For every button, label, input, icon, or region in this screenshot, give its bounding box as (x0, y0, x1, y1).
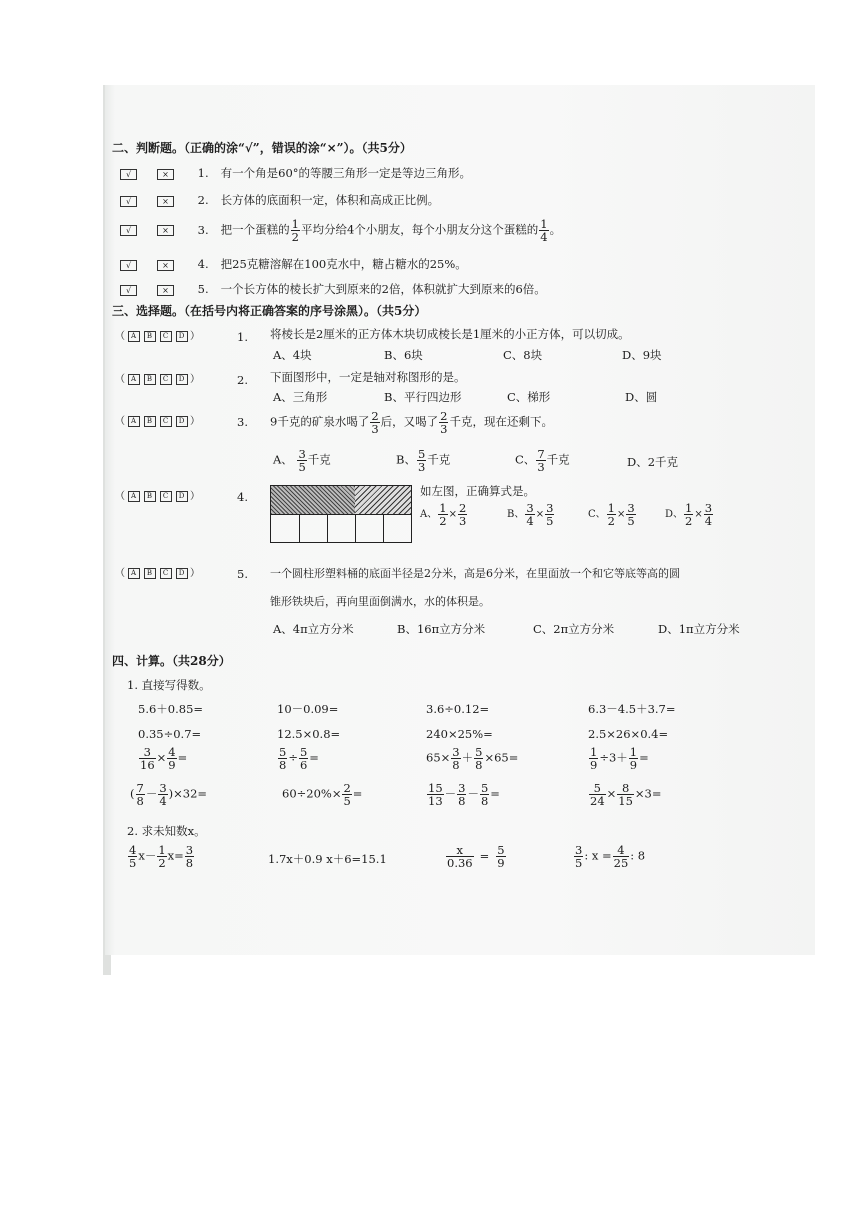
q5-option-d: D、1π立方分米 (658, 622, 740, 636)
fraction (370, 410, 379, 435)
bubble-d[interactable]: D (176, 416, 188, 427)
numerator: 3 (704, 501, 713, 515)
q4-option-a (420, 502, 468, 527)
bubble-c[interactable]: C (160, 416, 172, 427)
false-bubble[interactable]: × (157, 169, 174, 180)
q3-text-b: 后，又喝了 (380, 414, 439, 429)
q2-option-b: B、平行四边形 (384, 390, 462, 404)
operator: － (467, 786, 479, 801)
paren: （ (115, 374, 126, 385)
denominator: 5 (298, 460, 306, 474)
q4-number: 4. (237, 490, 248, 504)
paren: （ (115, 331, 126, 342)
bubble-b[interactable]: B (144, 331, 156, 342)
grid-cell (327, 514, 356, 543)
item-number: 1. (197, 166, 209, 180)
expr-part: ×65= (484, 750, 519, 765)
equals: = (479, 848, 490, 863)
item-number: 4. (197, 257, 209, 271)
q2-number: 2. (237, 373, 248, 387)
fraction (536, 448, 545, 473)
q1-option-a: A、4块 (273, 348, 312, 362)
numerator: 1 (629, 745, 638, 759)
equals: = (639, 750, 649, 765)
numerator: 3 (139, 746, 156, 759)
choice-heading: 三、选择题。（在括号内将正确答案的序号涂黑）。（共5分） (112, 304, 427, 318)
denominator: 6 (299, 758, 308, 772)
numerator: 5 (279, 745, 287, 759)
q3-option-a (273, 448, 331, 473)
calc-r1-b: 10－0.09= (277, 702, 339, 716)
bubble-c[interactable]: C (160, 331, 172, 342)
bubble-d[interactable]: D (176, 491, 188, 502)
bubble-b[interactable]: B (144, 491, 156, 502)
denominator: 2 (685, 514, 693, 528)
judge-item-2 (120, 193, 439, 207)
item-number: 5. (197, 282, 209, 296)
q1-number: 1. (237, 330, 248, 344)
q4-option-c (588, 502, 637, 527)
denominator: 9 (590, 758, 598, 772)
q1-option-b: B、6块 (384, 348, 423, 362)
answer-bubbles-q3[interactable] (115, 415, 201, 429)
fraction (589, 746, 598, 771)
numerator: 5 (589, 782, 606, 795)
expr-part: : 8 (630, 848, 646, 863)
q4-option-b (507, 502, 555, 527)
answer-bubbles-q1[interactable] (115, 330, 201, 344)
numerator: 5 (497, 843, 505, 857)
item-text: 。 (549, 222, 562, 237)
option-label: C、 (588, 509, 606, 520)
paren: ） (190, 416, 201, 427)
option-label: B、 (396, 452, 416, 467)
grid-cell (299, 514, 328, 543)
bubble-d[interactable]: D (176, 331, 188, 342)
denominator: 3 (440, 422, 448, 436)
expr-part: : x = (584, 848, 612, 863)
operator: ＋ (461, 750, 474, 765)
bubble-c[interactable]: C (160, 491, 172, 502)
answer-bubbles-q2[interactable] (115, 373, 201, 387)
fraction (438, 502, 447, 527)
expr-part: )×32= (168, 786, 208, 801)
numerator: 2 (440, 409, 448, 423)
false-bubble[interactable]: × (157, 196, 174, 207)
option-label: A、 (273, 452, 293, 467)
equation-4 (573, 844, 645, 869)
numerator: 5 (475, 745, 483, 759)
unit: 千克 (427, 452, 451, 467)
fraction (297, 448, 306, 473)
denominator: 9 (629, 758, 638, 772)
calc-r1-a: 5.6＋0.85= (138, 702, 204, 716)
fraction (136, 782, 145, 807)
denominator: 25 (613, 856, 629, 870)
operator: ÷ (288, 750, 298, 765)
numerator: 2 (343, 781, 351, 795)
denominator: 2 (607, 514, 615, 528)
equation-3 (445, 844, 507, 869)
denominator: 24 (590, 794, 605, 808)
bubble-a[interactable]: A (128, 331, 140, 342)
fraction (299, 746, 308, 771)
paren: （ (115, 491, 126, 502)
numerator: 8 (617, 782, 634, 795)
q1-text: 将棱长是2厘米的正方体木块切成棱长是1厘米的小正方体，可以切成。 (270, 327, 630, 341)
times: × (535, 509, 545, 520)
equals: = (352, 786, 363, 801)
operator: ÷3＋ (599, 750, 628, 765)
q4-option-d (665, 502, 714, 527)
equals: = (309, 750, 319, 765)
answer-bubbles-q4[interactable] (115, 490, 201, 504)
times: × (694, 509, 703, 520)
numerator: 3 (458, 781, 466, 795)
bubble-b[interactable]: B (144, 568, 156, 579)
option-label: D、 (665, 509, 684, 520)
item-text: 长方体的底面积一定，体积和高成正比例。 (220, 193, 440, 207)
fraction (291, 218, 300, 243)
fraction (457, 782, 466, 807)
fraction (446, 844, 474, 869)
bubble-d[interactable]: D (176, 374, 188, 385)
calc-r3-a (138, 746, 187, 771)
denominator: 2 (158, 856, 166, 870)
paren: ） (190, 568, 201, 579)
denominator: 3 (417, 460, 426, 474)
fraction (139, 746, 156, 771)
q1-option-c: C、8块 (503, 348, 543, 362)
fraction (617, 782, 634, 807)
fraction (278, 746, 287, 771)
numerator: 5 (417, 447, 426, 461)
false-bubble[interactable]: × (157, 260, 174, 271)
numerator: 3 (185, 843, 194, 857)
expr-part: x－ (138, 848, 157, 863)
fraction (167, 746, 176, 771)
denominator: 5 (129, 856, 137, 870)
denominator: 9 (497, 856, 505, 870)
fraction (496, 844, 505, 869)
q2-text: 下面图形中，一定是轴对称图形的是。 (270, 370, 466, 384)
numerator: 3 (159, 781, 167, 795)
fraction (458, 502, 467, 527)
calc-r4-d (588, 782, 662, 807)
false-bubble[interactable]: × (157, 225, 174, 236)
calc-sub2: 2. 求未知数x。 (127, 824, 206, 838)
q5-option-b: B、16π立方分米 (397, 622, 486, 636)
item-text: 把25克糖溶解在100克水中，糖占糖水的25%。 (220, 257, 467, 271)
denominator: 8 (185, 856, 194, 870)
denominator: 16 (140, 758, 155, 772)
bubble-a[interactable]: A (128, 374, 140, 385)
fraction (427, 782, 444, 807)
denominator: 8 (480, 794, 489, 808)
fraction (342, 782, 351, 807)
operator: × (156, 750, 167, 765)
numerator: 3 (452, 745, 460, 759)
fraction (574, 844, 583, 869)
paren: ( (130, 786, 135, 801)
denominator: 8 (458, 794, 466, 808)
denominator: 3 (458, 514, 467, 528)
fraction (589, 782, 606, 807)
denominator: 5 (575, 856, 583, 870)
shaded-part (355, 486, 412, 514)
numerator: 1 (685, 501, 693, 515)
denominator: 13 (428, 794, 443, 808)
paren: ） (190, 331, 201, 342)
grid-cell (271, 514, 300, 543)
item-text: 有一个角是60°的等腰三角形一定是等边三角形。 (220, 166, 472, 180)
judge-item-4 (120, 257, 467, 271)
numerator: 3 (526, 501, 534, 515)
true-bubble[interactable]: √ (120, 169, 137, 180)
q2-option-a: A、三角形 (273, 390, 328, 404)
q3-option-b (396, 448, 450, 473)
bubble-b[interactable]: B (144, 416, 156, 427)
numerator: 4 (613, 844, 630, 857)
expr-part: x= (167, 848, 184, 863)
q5-option-c: C、2π立方分米 (533, 622, 615, 636)
item-text: 平均分给4个小朋友，每个小朋友分这个蛋糕的 (300, 222, 539, 237)
paren: ） (190, 491, 201, 502)
fraction (525, 502, 534, 527)
numerator: 1 (439, 501, 447, 515)
calc-r1-d: 6.3－4.5＋3.7= (588, 702, 676, 716)
numerator: 2 (458, 501, 467, 515)
times: × (616, 509, 626, 520)
fraction (158, 782, 167, 807)
bubble-b[interactable]: B (144, 374, 156, 385)
denominator: 4 (704, 514, 713, 528)
denominator: 9 (168, 758, 176, 772)
expr-part: 60÷20%× (282, 786, 342, 801)
fraction (626, 502, 635, 527)
item-number: 2. (197, 193, 209, 207)
operator: － (145, 786, 158, 801)
times: × (448, 509, 457, 520)
q3-option-c (515, 448, 570, 473)
numerator: 3 (575, 843, 583, 857)
paren: （ (115, 568, 126, 579)
numerator: 2 (371, 409, 379, 423)
numerator: 1 (590, 745, 598, 759)
unit: 千克 (546, 452, 570, 467)
operator: － (444, 786, 457, 801)
fraction (417, 448, 426, 473)
q3-text (270, 410, 553, 435)
denominator: 3 (371, 422, 379, 436)
q5-text-line2: 锥形铁块后，再向里面倒满水，水的体积是。 (270, 595, 490, 608)
denominator: 5 (546, 514, 554, 528)
grid-cell (355, 514, 384, 543)
numerator: 1 (158, 843, 166, 857)
denominator: 8 (475, 758, 483, 772)
true-bubble[interactable]: √ (120, 285, 137, 296)
calc-r1-c: 3.6÷0.12= (426, 702, 490, 716)
denominator: 4 (159, 794, 167, 808)
q5-number: 5. (237, 567, 248, 581)
fraction (157, 844, 166, 869)
calc-r3-c (426, 746, 518, 771)
denominator: 3 (537, 460, 545, 474)
operator: × (606, 786, 617, 801)
grid-cell (383, 514, 411, 543)
numerator: 4 (129, 843, 137, 857)
numerator: 1 (291, 217, 299, 231)
equation-1 (127, 844, 195, 869)
denominator: 0.36 (447, 856, 473, 870)
numerator: 15 (428, 781, 443, 795)
fraction (539, 218, 548, 243)
option-label: A、 (420, 509, 438, 520)
calc-r2-b: 12.5×0.8= (277, 727, 341, 741)
equation-2: 1.7x＋0.9 x＋6=15.1 (268, 852, 387, 866)
numerator: 5 (480, 781, 489, 795)
q3-number: 3. (237, 415, 248, 429)
judge-item-1 (120, 166, 471, 180)
shaded-part (271, 486, 356, 514)
true-bubble[interactable]: √ (120, 260, 137, 271)
bubble-c[interactable]: C (160, 374, 172, 385)
bubble-a[interactable]: A (128, 491, 140, 502)
calc-r3-b (277, 746, 319, 771)
calc-r2-a: 0.35÷0.7= (138, 727, 202, 741)
true-bubble[interactable]: √ (120, 196, 137, 207)
q5-text-line1: 一个圆柱形塑料桶的底面半径是2分米，高是6分米，在里面放一个和它等底等高的圆 (270, 567, 680, 580)
calc-heading: 四、计算。（共28分） (112, 654, 231, 668)
denominator: 5 (343, 794, 351, 808)
denominator: 8 (136, 794, 144, 808)
numerator: 4 (168, 745, 176, 759)
denominator: 4 (540, 230, 548, 244)
judge-item-3 (120, 218, 561, 243)
item-text: 一个长方体的棱长扩大到原来的2倍，体积就扩大到原来的6倍。 (220, 282, 546, 296)
denominator: 5 (627, 514, 635, 528)
fraction (684, 502, 693, 527)
q2-option-d: D、圆 (625, 390, 658, 404)
option-label: C、 (515, 452, 536, 467)
paren: ） (190, 374, 201, 385)
numerator: 3 (298, 447, 306, 461)
q3-option-d: D、2千克 (627, 455, 679, 469)
fraction-grid-figure (270, 485, 412, 543)
denominator: 8 (279, 758, 287, 772)
calc-r3-d (588, 746, 649, 771)
false-bubble[interactable]: × (157, 285, 174, 296)
bubble-d[interactable]: D (176, 568, 188, 579)
fraction (128, 844, 137, 869)
q3-text-c: 千克，现在还剩下。 (449, 414, 553, 429)
q1-option-d: D、9块 (622, 348, 662, 362)
numerator: 3 (627, 501, 635, 515)
q4-text: 如左图，正确算式是。 (420, 484, 535, 498)
numerator: 7 (537, 447, 545, 461)
true-bubble[interactable]: √ (120, 225, 137, 236)
numerator: 1 (607, 501, 615, 515)
denominator: 15 (618, 794, 633, 808)
calc-r2-c: 240×25%= (426, 727, 493, 741)
fraction (480, 782, 489, 807)
q2-option-c: C、梯形 (507, 390, 551, 404)
fraction (704, 502, 713, 527)
calc-r4-b (282, 782, 362, 807)
denominator: 8 (452, 758, 460, 772)
numerator: 1 (540, 217, 548, 231)
numerator: 3 (546, 501, 554, 515)
numerator: x (446, 844, 474, 857)
equals: = (177, 750, 188, 765)
numerator: 7 (136, 781, 144, 795)
judge-heading: 二、判断题。（正确的涂“√”，错误的涂“×”）。（共5分） (112, 141, 412, 155)
fraction (451, 746, 460, 771)
calc-r4-c (426, 782, 500, 807)
fraction (185, 844, 194, 869)
denominator: 2 (291, 230, 299, 244)
answer-bubbles-q5[interactable] (115, 567, 201, 581)
numerator: 5 (299, 745, 308, 759)
fraction (439, 410, 448, 435)
fraction (545, 502, 554, 527)
calc-r2-d: 2.5×26×0.4= (588, 727, 669, 741)
denominator: 4 (526, 514, 534, 528)
calc-sub1: 1. 直接写得数。 (127, 678, 211, 692)
judge-item-5 (120, 282, 546, 296)
expr-part: 65× (426, 750, 451, 765)
bubble-c[interactable]: C (160, 568, 172, 579)
expr-part: ×3= (634, 786, 662, 801)
calc-r4-a (130, 782, 207, 807)
q3-text-a: 9千克的矿泉水喝了 (270, 414, 370, 429)
item-number: 3. (197, 222, 209, 237)
paren: （ (115, 416, 126, 427)
denominator: 2 (439, 514, 447, 528)
fraction (607, 502, 616, 527)
q5-option-a: A、4π立方分米 (273, 622, 354, 636)
fraction (629, 746, 638, 771)
bubble-a[interactable]: A (128, 568, 140, 579)
unit: 千克 (307, 452, 331, 467)
equals: = (490, 786, 500, 801)
fraction (613, 844, 630, 869)
option-label: B、 (507, 509, 525, 520)
bubble-a[interactable]: A (128, 416, 140, 427)
fraction (474, 746, 483, 771)
item-text: 把一个蛋糕的 (220, 222, 290, 237)
